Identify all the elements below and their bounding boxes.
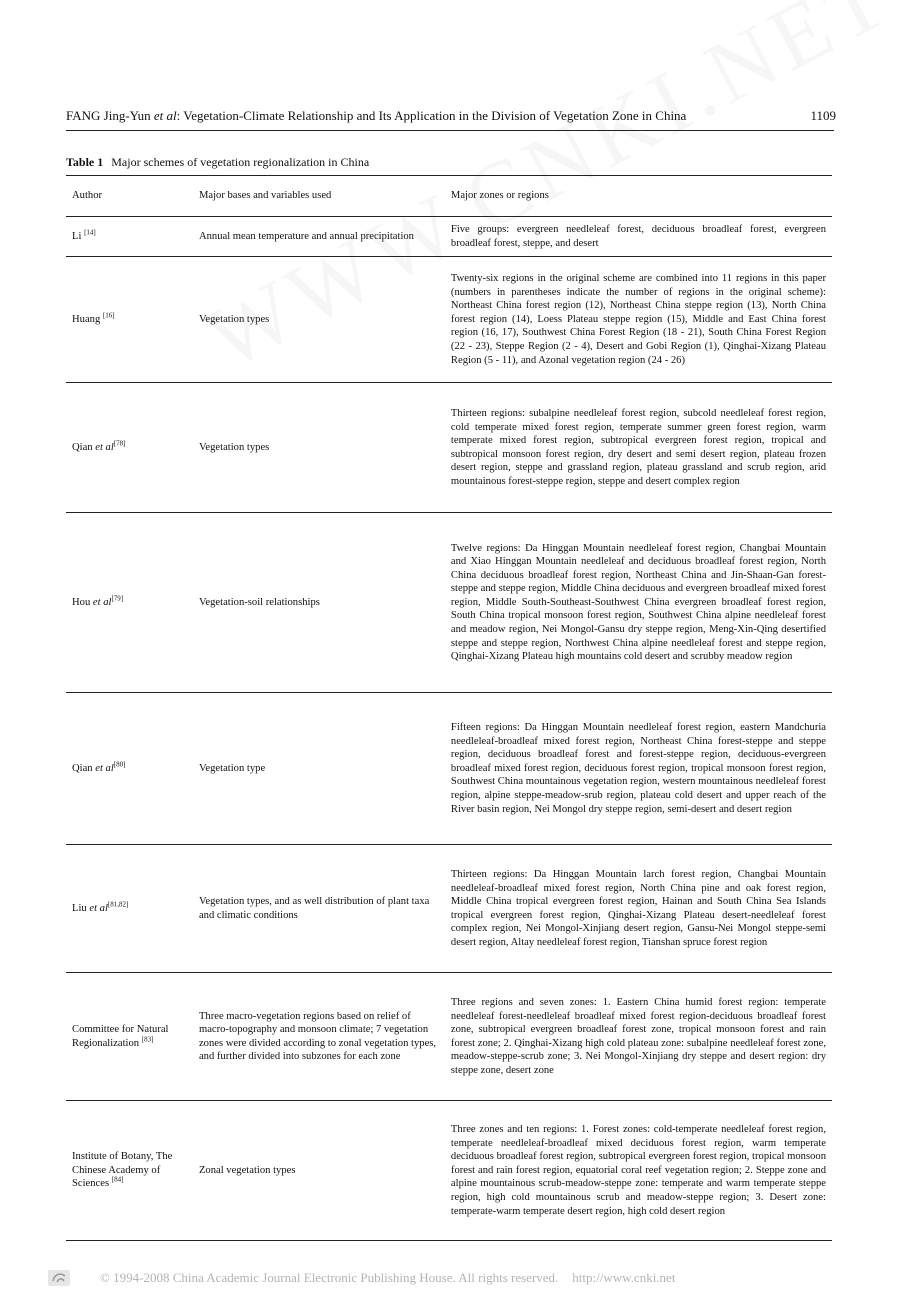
author-etal: et al [92, 596, 112, 608]
zones-cell: Twenty-six regions in the original scheme are combined into 11 regions in this paper (numbers in parentheses indicate the number of regions in the original scheme): Northeast China forest region (12), Northeast China steppe region (13), North China forest region (14), Loess Plateau steppe region (15), Middle and East China forest region (16, 17), Southwest China Forest Region (18 - 21), South China Forest Region (22 - 23), Steppe Region (2 - 4), Desert and Gobi Region (1), Qinghai-Xizang Plateau Region (5 - 11), and Azonal vegetation region (24 - 26) [450, 273, 826, 366]
reference-number: [79] [111, 594, 124, 603]
zones-cell: Five groups: evergreen needleleaf forest, deciduous broadleaf forest, evergreen broadleaf forest, steppe, and desert [450, 224, 826, 249]
author-cell [66, 257, 193, 383]
table-caption [66, 155, 369, 170]
reference-number: [81,82] [107, 900, 129, 909]
page-number: 1109 [810, 108, 836, 123]
author-cell [66, 1101, 193, 1241]
table-header-row [66, 176, 832, 217]
author-name: Institute of Botany, The Chinese Academy of Sciences [72, 1151, 173, 1190]
footer [46, 1268, 846, 1288]
zones-cell: Thirteen regions: Da Hinggan Mountain larch forest region, Changbai Mountain needleleaf-broadleaf mixed forest region, North China pine and oak forest region, Middle China tropical evergreen forest region, Hainan and South China Sea Islands tropical evergreen forest region, Qinghai-Xizang Plateau desert-needleleaf forest complex region, Nei Mongol-Xinjiang desert region, Gansu-Nei Mongol steppe-semi desert region, Altay needleleaf forest region, Tianshan spruce forest region [450, 868, 826, 948]
cnki-logo-icon [46, 1268, 72, 1288]
author-etal: et al [89, 902, 108, 914]
zones-cell: Three regions and seven zones: 1. Eastern China humid forest region: temperate needleleaf forest-needleleaf broadleaf mixed forest region-deciduous broadleaf forest zone, subtropical evergreen broadleaf forest zone, tropical monsoon forest and rain forest zone; 2. Qinghai-Xizang high cold plateau zone: subalpine needleleaf forest zone, meadow-steppe-scrub zone; 3. Nei Mongol-Xinjiang dry steppe and desert region: dry steppe zone, desert zone [450, 996, 826, 1076]
table-row [66, 1101, 832, 1241]
author-cell [66, 973, 193, 1101]
bases-cell: Three macro-vegetation regions based on relief of macro-topography and monsoon climate; 7 vegetation zones were divided according to zonal vegetation types, and further divided into subzones for each zone [198, 1010, 437, 1063]
author-name: Liu [72, 902, 87, 914]
author-name: Committee for Natural Regionalization [72, 1024, 169, 1049]
author-etal: et al [95, 441, 114, 453]
table-row [66, 217, 832, 257]
zones-cell: Twelve regions: Da Hinggan Mountain needleleaf forest region, Changbai Mountain and Xiao Hinggan Mountain needleleaf and deciduous broadleaf forest region, North China deciduous broadleaf forest region, Northeast China and Jin-Shaan-Gan forest-steppe and steppe region, Middle China deciduous and evergreen broadleaf mixed forest region, Middle South-Southeast-Southwest China evergreen broadleaf forest region, South China tropical monsoon forest region, Southwest China alpine needleleaf forest and meadow region, Nei Mongol-Gansu dry steppe region, Meng-Xin-Qing desertified steppe and steppe region, Northwest China alpine needleleaf forest and steppe region, Qinghai-Xizang Plateau high mountains cold desert and scrubby meadow region [450, 542, 826, 663]
reference-number: [80] [113, 760, 126, 769]
header-etal: et al [153, 108, 177, 123]
bases-cell: Zonal vegetation types [198, 1164, 296, 1176]
author-cell [66, 513, 193, 693]
reference-number: [83] [141, 1035, 154, 1044]
reference-number: [16] [102, 311, 115, 320]
header-title: : Vegetation-Climate Relationship and Its Application in the Division of Vegetation Zone in China [176, 108, 687, 123]
author-name: Huang [72, 313, 101, 325]
bases-cell: Vegetation types [198, 441, 270, 453]
author-cell [66, 383, 193, 513]
regionalization-table [66, 175, 832, 1241]
column-header-bases: Major bases and variables used [198, 190, 332, 202]
author-name: Qian [72, 441, 93, 453]
zones-cell: Three zones and ten regions: 1. Forest zones: cold-temperate needleleaf forest region, temperate needleleaf-broadleaf mixed deciduous forest region, warm temperate deciduous broadleaf forest region, subtropical evergreen forest region, tropical monsoon forest and rain forest region, equatorial coral reef vegetation region; 2. Steppe zone and alpine mountainous scrub-meadow-steppe zone: temperate and warm temperate steppe region, high cold mountainous scrub and meadow-steppe region; 3. Desert zone: temperate-warm temperate desert region, high cold desert region [450, 1124, 826, 1217]
author-cell [66, 845, 193, 973]
bases-cell: Vegetation type [198, 762, 266, 774]
table-row [66, 383, 832, 513]
copyright-text: © 1994-2008 China Academic Journal Electronic Publishing House. All rights reserved. [100, 1270, 559, 1285]
zones-cell: Fifteen regions: Da Hinggan Mountain needleleaf forest region, eastern Mandchuria needleleaf-broadleaf mixed forest region, Northeast China forest-steppe and steppe region, deciduous broadleaf forest and forest-steppe region, deciduous-evergreen broadleaf mixed forest region, deciduous forest region, tropical monsoon forest region, Southwest China mountainous vegetation region, western mountainous needleleaf forest region, alpine steppe-meadow-srub region, plateau cold desert and upper reach of the River basin region, Nei Mongol dry steppe region, semi-desert and desert region [450, 722, 826, 815]
reference-number: [14] [84, 228, 96, 237]
author-name: Qian [72, 762, 93, 774]
author-etal: et al [95, 762, 114, 774]
table-caption-label: Table 1 [66, 155, 104, 169]
running-header-title-line [66, 108, 686, 124]
header-author: FANG Jing-Yun [66, 108, 151, 123]
header-rule [66, 130, 834, 131]
bases-cell: Annual mean temperature and annual precipitation [198, 230, 414, 242]
table-row [66, 845, 832, 973]
running-header [66, 108, 836, 124]
table-row [66, 973, 832, 1101]
author-name: Li [72, 230, 82, 242]
zones-cell: Thirteen regions: subalpine needleleaf forest region, subcold needleleaf forest region, cold temperate mixed forest region, temperate summer green forest region, warm temperate mixed forest region, subtropical evergreen forest region, tropical and subtropical monsoon forest region, dry desert and semi desert region, plateau frozen desert region, steppe and grassland region, plateau grassland and scrub region, arid mountainous forest-steppe region, steppe and desert complex region [450, 407, 826, 487]
author-cell [66, 217, 193, 257]
column-header-zones: Major zones or regions [450, 190, 549, 202]
author-name: Hou [72, 596, 91, 608]
table-row [66, 693, 832, 845]
bases-cell: Vegetation types [198, 313, 270, 325]
author-cell [66, 693, 193, 845]
column-header-author: Author [72, 190, 103, 202]
bases-cell: Vegetation-soil relationships [198, 596, 320, 608]
table-row [66, 513, 832, 693]
reference-number: [84] [111, 1175, 124, 1184]
footer-url[interactable]: http://www.cnki.net [572, 1270, 676, 1285]
table-caption-text: Major schemes of vegetation regionalization in China [111, 155, 370, 169]
table-row [66, 257, 832, 383]
reference-number: [78] [113, 439, 126, 448]
bases-cell: Vegetation types, and as well distribution of plant taxa and climatic conditions [198, 896, 430, 921]
